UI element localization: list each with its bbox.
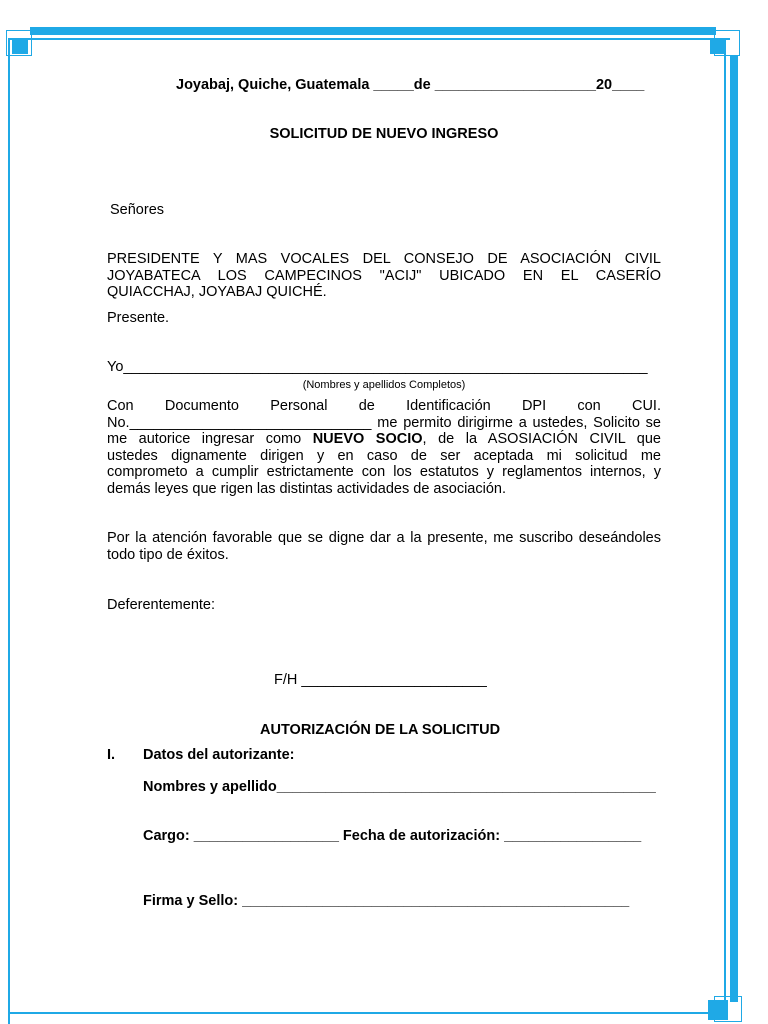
body-line-5: comprometo a cumplir estrictamente con los estatutos y reglamentos internos, y (107, 464, 661, 480)
firma-sello-line: Firma y Sello: ________________________________________________ (143, 893, 630, 909)
addressee-line-2: JOYABATECA LOS CAMPECINOS "ACIJ" UBICADO EN EL CASERÍO (107, 267, 661, 284)
document-title: SOLICITUD DE NUEVO INGRESO (269, 126, 499, 142)
closing-paragraph (107, 530, 661, 563)
body-line-1: Con Documento Personal de Identificación DPI con CUI. (107, 398, 661, 414)
body-paragraph (107, 398, 661, 497)
closing-line-2: todo tipo de éxitos. (107, 546, 229, 563)
body-line-3c: , de la ASOSIACIÓN CIVIL que (422, 431, 661, 447)
body-line-4: ustedes dignamente dirigen y en caso de ser aceptada mi solicitud me (107, 447, 661, 464)
authorizer-name-line: Nombres y apellido_______________________________________________ (143, 779, 656, 795)
authorization-title: AUTORIZACIÓN DE LA SOLICITUD (260, 722, 501, 738)
addressee-line-3: QUIACCHAJ, JOYABAJ QUICHÉ. (107, 284, 327, 300)
section-number: I. (107, 747, 116, 763)
body-line-6: demás leyes que rigen las distintas actividades de asociación. (107, 480, 506, 497)
deferentemente: Deferentemente: (107, 597, 216, 613)
salutation: Señores (110, 202, 165, 218)
section-title: Datos del autorizante: (143, 747, 295, 763)
body-line-2: No.______________________________ me permito dirigirme a ustedes, Solicito se (107, 414, 661, 431)
presente: Presente. (107, 310, 170, 326)
signature-line: F/H _______________________ (274, 672, 487, 688)
cargo-fecha-line: Cargo: __________________ Fecha de autorización: _________________ (143, 828, 642, 844)
addressee-block (107, 251, 661, 301)
nuevo-socio-emphasis: NUEVO SOCIO (312, 431, 423, 447)
place-date-line: Joyabaj, Quiche, Guatemala _____de ____________________20____ (176, 77, 645, 93)
body-line-3a: me autorice ingresar como (107, 431, 313, 447)
addressee-line-1: PRESIDENTE Y MAS VOCALES DEL CONSEJO DE ASOCIACIÓN CIVIL (107, 251, 661, 267)
body-line-3 (107, 431, 661, 448)
name-line: Yo_________________________________________________________________ (107, 359, 648, 375)
closing-line-1: Por la atención favorable que se digne dar a la presente, me suscribo deseándoles (107, 530, 661, 546)
name-caption: (Nombres y apellidos Completos) (302, 379, 466, 391)
